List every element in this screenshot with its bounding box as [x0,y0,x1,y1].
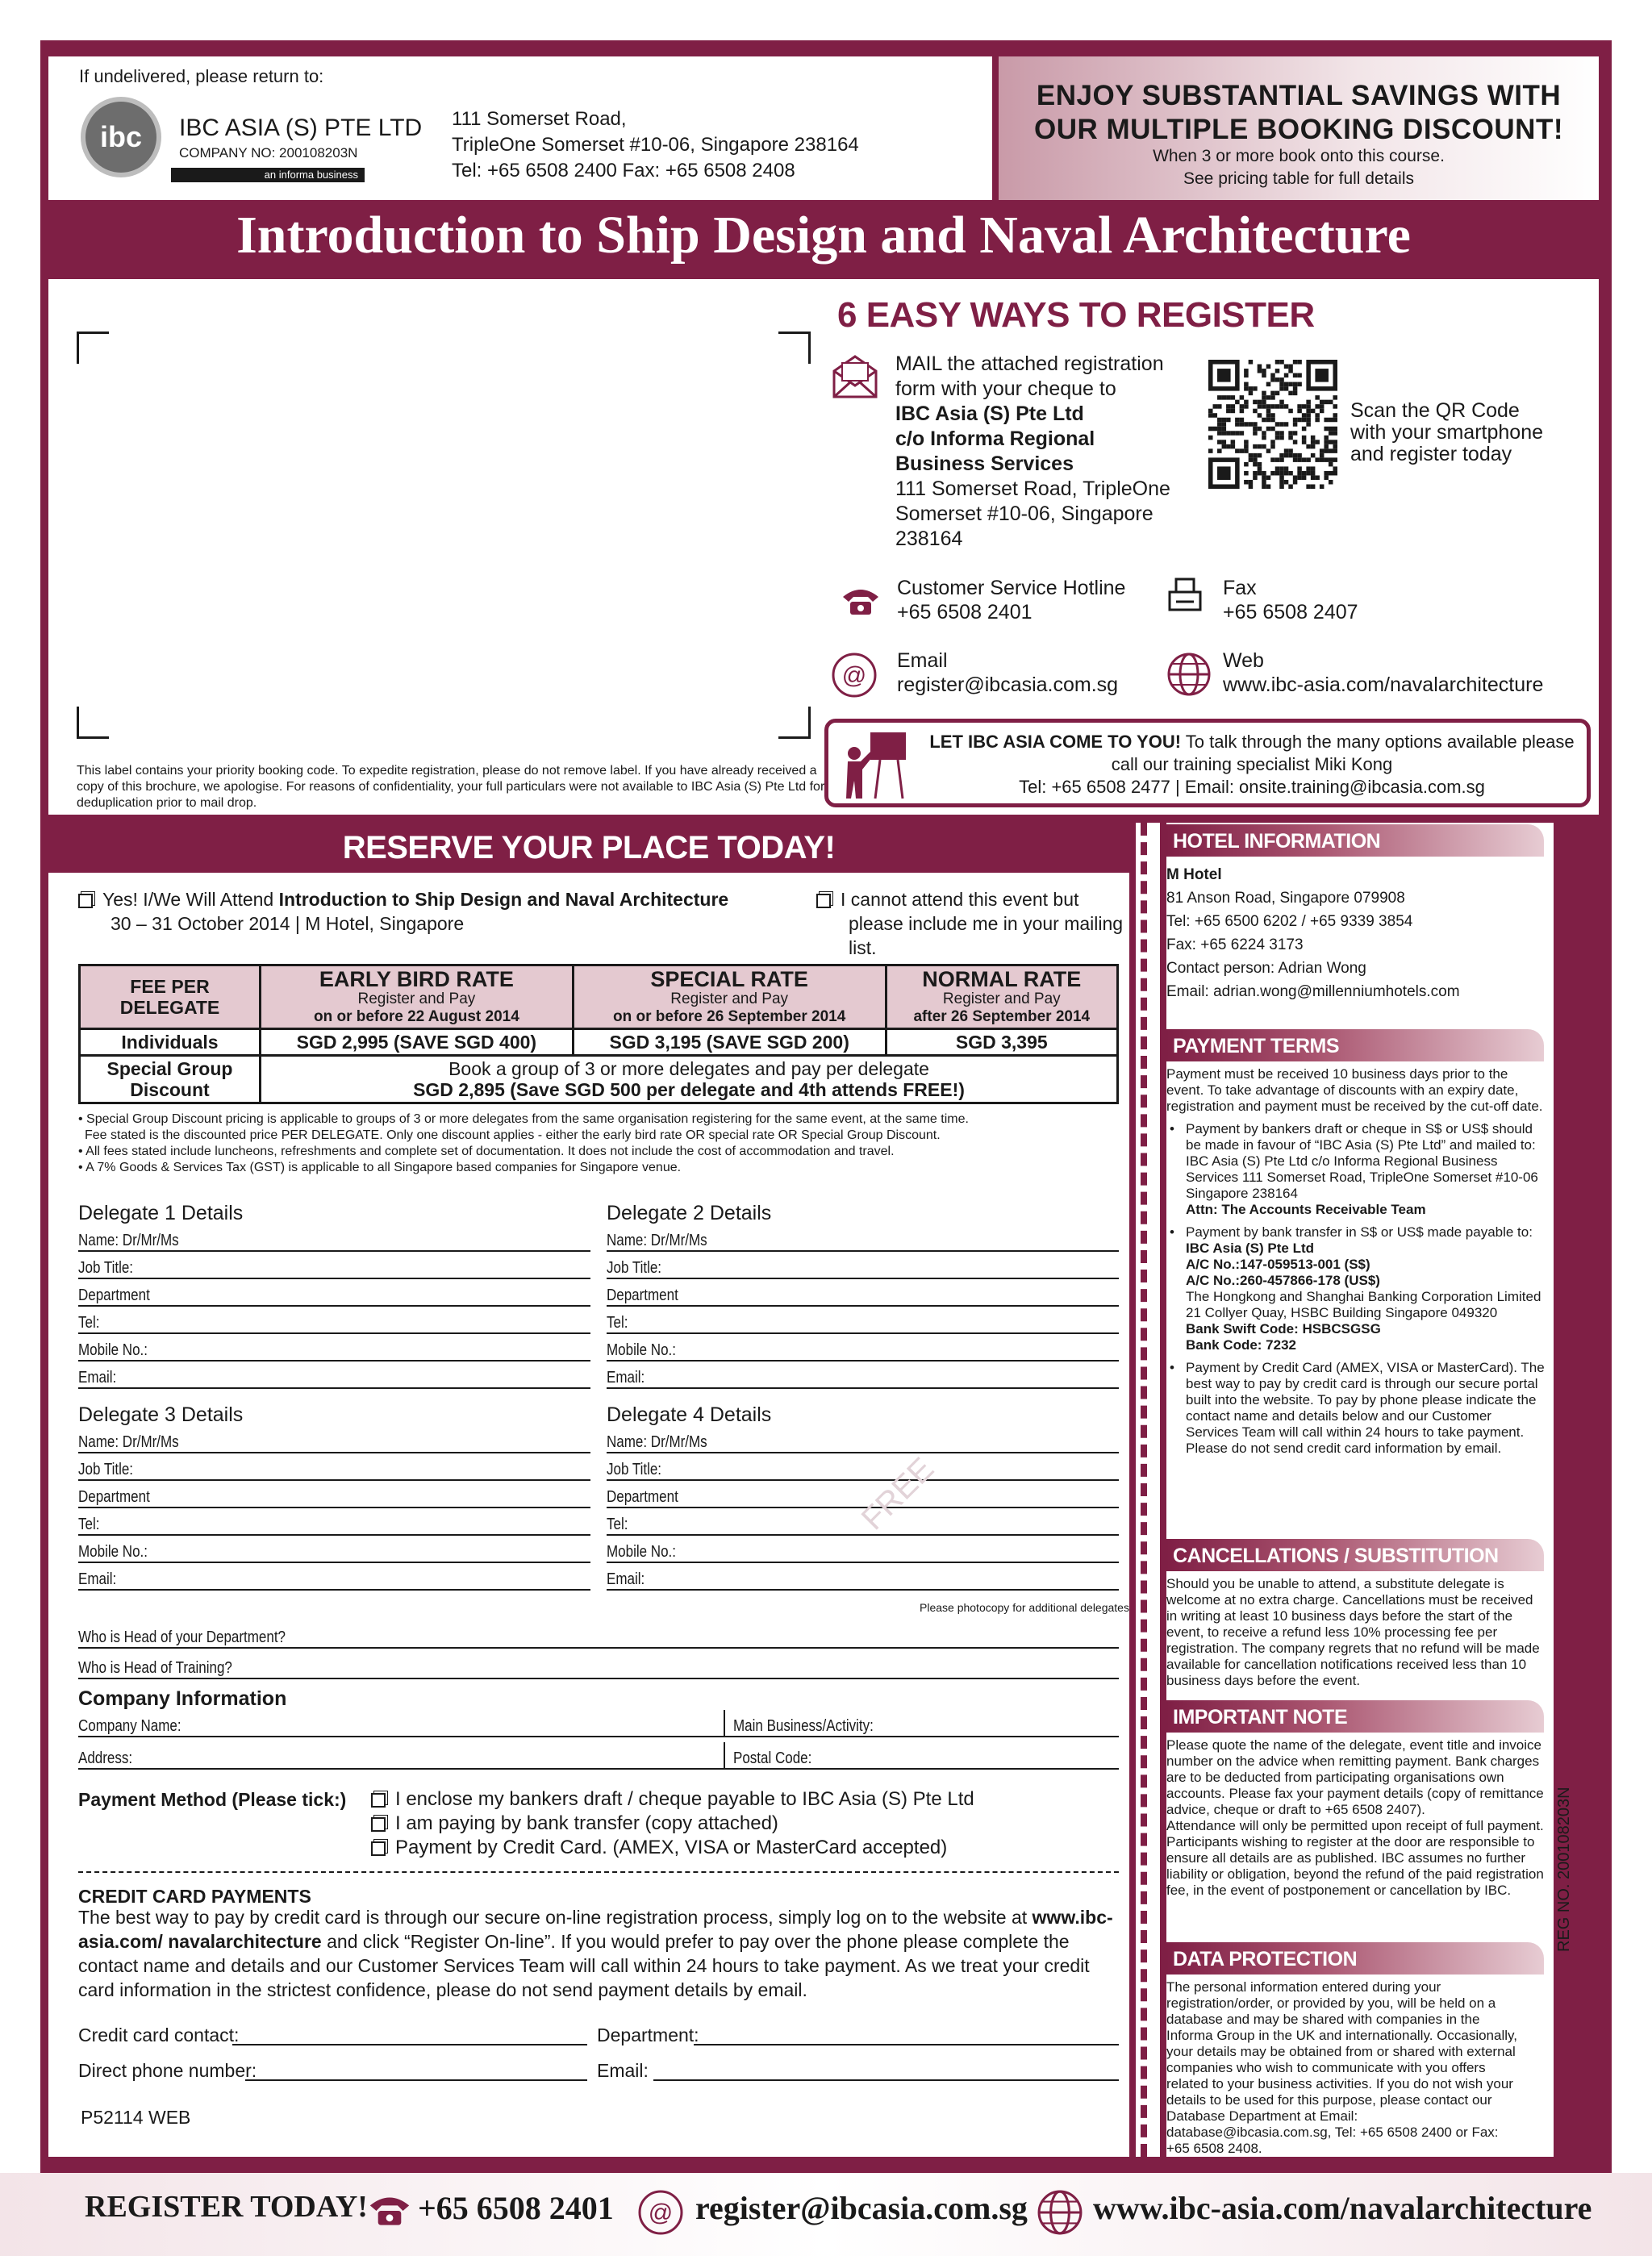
payment-method-label: Payment Method (Please tick:) [78,1789,347,1810]
payment-checkbox[interactable] [371,1817,386,1832]
delegate-2-field[interactable] [607,1307,1119,1334]
fax-number[interactable]: +65 6508 2407 [1223,601,1358,623]
field-label: Job Title: [607,1461,662,1478]
delegate-1-field[interactable] [78,1279,590,1307]
footer-phone[interactable]: +65 6508 2401 [418,2190,614,2226]
payment-card-text: Payment by Credit Card (AMEX, VISA or MasterCard). The best way to pay by credit card is through our secure portal built into the website. To pay by phone please indicate the contact name and details below and our Customer Services Team will call within 24 hours to take payment. Please do not send credit card information by email. [1186,1360,1545,1456]
mail-address: 111 Somerset Road, TripleOne Somerset #10-06, Singapore 238164 [895,477,1170,550]
field-label: Company Name: [78,1717,181,1735]
rate-name: SPECIAL RATE [650,967,808,991]
label-corner [778,707,811,739]
savings-subtitle [999,145,1599,190]
return-label: If undelivered, please return to: [79,66,324,86]
savings-title [999,79,1599,147]
company-number: COMPANY NO: 200108203N [179,145,358,161]
mail-icon [831,353,879,400]
group-label: Special Group Discount [80,1056,261,1103]
globe-icon [1166,652,1212,697]
sidebar-gap [1136,823,1160,2157]
come-to-you-contact: Tel: +65 6508 2477 | Email: onsite.training@ibcasia.com.sg [1019,777,1485,797]
email-link[interactable]: register@ibcasia.com.sg [897,673,1119,696]
field-label: Email: [78,1570,117,1588]
hotel-name: M Hotel [1166,866,1222,883]
footer-web[interactable]: www.ibc-asia.com/navalarchitecture [1093,2190,1592,2226]
field-label: Main Business/Activity: [733,1717,874,1735]
delegate-3-field[interactable] [78,1563,590,1591]
card-contact-field[interactable] [232,2044,587,2045]
address-line: Tel: +65 6508 2400 Fax: +65 6508 2408 [452,160,795,181]
web-label: Web [1223,649,1264,672]
email-label: Email [897,649,948,672]
reserve-banner: RESERVE YOUR PLACE TODAY! [48,823,1129,873]
direct-phone-label: Direct phone number: [78,2060,257,2081]
delegate-1-field[interactable] [78,1224,590,1252]
registration-number: REG NO. 200108203N [1555,1787,1573,1952]
hotel-line: Contact person: Adrian Wong [1166,960,1366,977]
qr-text: Scan the QR Code with your smartphone and register today [1350,399,1544,465]
field-label: Tel: [607,1516,628,1533]
phone-icon [367,2193,412,2229]
register-ways-title: 6 EASY WAYS TO REGISTER [837,295,1315,335]
individual-price: SGD 2,995 (SAVE SGD 400) [261,1029,574,1056]
free-watermark: FREE [854,1450,941,1537]
field-label: Email: [607,1570,645,1588]
label-note: This label contains your priority booking code. To expedite registration, please do not remove label. If you have already received a copy of this brochure, we apologise. For reasons of confidentiality, your full particulars were not available to IBC Asia (S) Pte Ltd for deduplication prior to mail drop. [77,764,825,810]
delegate-4-field[interactable] [607,1426,1119,1453]
payment-attn: Attn: The Accounts Receivable Team [1186,1202,1426,1217]
savings-panel [999,56,1599,200]
register-today: REGISTER TODAY! [85,2190,368,2224]
mailing-list-line: I cannot attend this event but [841,889,1079,910]
field-label: Name: Dr/Mr/Ms [78,1433,179,1451]
payment-bank-account: IBC Asia (S) Pte Ltd A/C No.:147-059513-001 (S$) A/C No.:260-457866-178 (US$) [1186,1241,1380,1288]
field-label: Email: [607,1369,645,1387]
fee-note: • Special Group Discount pricing is applicable to groups of 3 or more delegates from the same organisation registering for the same event, at the same time. [78,1112,969,1126]
rate-deadline: on or before 26 September 2014 [613,1008,846,1025]
delegate-3-field[interactable] [78,1426,590,1453]
field-label: Who is Head of your Department? [78,1628,286,1646]
field-label: Name: Dr/Mr/Ms [78,1232,179,1249]
fee-per-delegate-header: FEE PER DELEGATE [80,965,261,1029]
delegate-4-title: Delegate 4 Details [607,1403,772,1426]
come-to-you-text [925,731,1579,799]
mail-line: MAIL the attached registration [895,352,1164,375]
payment-terms [1166,1066,1547,1457]
fee-note: • All fees stated include luncheons, refreshments and complete set of documentation. It does not include the cost of accommodation and travel. [78,1145,895,1158]
field-label: Job Title: [78,1259,134,1277]
field-label: Tel: [78,1516,100,1533]
hotel-email[interactable]: Email: adrian.wong@millenniumhotels.com [1166,983,1460,1000]
hotel-line: Fax: +65 6224 3173 [1166,936,1304,953]
hotel-line: 81 Anson Road, Singapore 079908 [1166,890,1405,907]
divider [78,1871,1119,1873]
important-note-header: IMPORTANT NOTE [1166,1700,1544,1733]
mail-instructions [895,352,1186,552]
return-address-panel [48,56,992,200]
field-label: Who is Head of Training? [78,1659,232,1677]
field-label: Mobile No.: [607,1341,676,1359]
registration-form [48,823,1129,2157]
card-department-label: Department: [597,2025,699,2045]
field-label: Mobile No.: [78,1543,148,1561]
hotel-line: Tel: +65 6500 6202 / +65 9339 3854 [1166,913,1413,930]
credit-card-title: CREDIT CARD PAYMENTS [78,1886,311,1907]
card-department-field[interactable] [694,2044,1119,2045]
address-field[interactable] [78,1742,724,1770]
important-note-text: Attendance will only be permitted upon receipt of full payment. Participants wishing to register at the door are responsible to ensure all details are as published. IBC assumes no further liability or obligation, beyond the refund of the paid registration fee, in the event of postponement or cancellation by IBC. [1166,1818,1544,1898]
group-offer-line: Book a group of 3 or more delegates and pay per delegate [448,1058,929,1079]
attend-option [78,887,728,936]
field-label: Postal Code: [733,1749,812,1767]
card-email-field[interactable] [653,2079,1119,2081]
label-corner [778,332,811,364]
credit-text: and click “Register On-line”. If you would prefer to pay over the phone please complete the contact name and details and our Customer Services Team will call within 24 hours to take payment. As we treat your credit card information in the strictest confidence, please do not send payment details by email. [78,1931,1090,2000]
course-title: Introduction to Ship Design and Naval Architecture [236,206,1411,265]
delegate-3-field[interactable] [78,1536,590,1563]
come-to-you-body: To talk through the many options available please call our training specialist Miki Kong [1111,732,1575,774]
delegate-1-field[interactable] [78,1252,590,1279]
payment-checkbox[interactable] [371,1793,386,1808]
footer-bar [0,2173,1652,2256]
fax [1223,576,1358,624]
mail-line: form with your cheque to [895,377,1116,400]
postal-code-field[interactable] [724,1742,1119,1770]
delegate-1-field[interactable] [78,1334,590,1362]
hotline-number[interactable]: +65 6508 2401 [897,601,1032,623]
payment-bank-intro: Payment by bank transfer in S$ or US$ made payable to: [1186,1224,1533,1240]
individual-price: SGD 3,395 [886,1029,1117,1056]
mail-department: c/o Informa Regional Business Services [895,427,1095,475]
priority-code: P52114 WEB [81,2107,191,2128]
rate-header [886,965,1117,1029]
come-to-you-box [824,719,1591,807]
attend-course: Introduction to Ship Design and Naval Architecture [278,889,729,910]
email-icon [831,652,878,698]
delegate-1-field[interactable] [78,1362,590,1389]
field-label: Department [607,1286,678,1304]
return-address [452,106,859,184]
credit-card-text [78,1905,1119,2002]
field-label: Tel: [78,1314,100,1332]
hotel-info [1166,863,1547,1003]
attend-checkbox[interactable] [78,894,93,908]
savings-sub-line: See pricing table for full details [1183,169,1414,188]
come-to-you-headline: LET IBC ASIA COME TO YOU! [929,732,1182,752]
delegate-2-field[interactable] [607,1224,1119,1252]
group-row [80,1056,1118,1103]
field-label: Email: [78,1369,117,1387]
data-protection-text: The personal information entered during your registration/order, or provided by you, will be held on a database and may be shared with companies in the Informa Group in the UK and internationally. Occasionally, your details may be obtained from or shared with external companies who wish to communicate with you offers related to your business activities. If you do not wish your details to be used for this purpose, please contact our Database Department at Email: database@ibcasia.com.sg, Tel: +65 6508 2400 or Fax: +65 6508 2408. [1166,1979,1517,2156]
delegate-2-field[interactable] [607,1252,1119,1279]
group-offer [261,1056,1118,1103]
qr-code[interactable] [1208,360,1337,489]
rate-sub: Register and Pay [357,990,476,1007]
individual-price: SGD 3,195 (SAVE SGD 200) [573,1029,886,1056]
savings-title-line: ENJOY SUBSTANTIAL SAVINGS WITH [1036,80,1562,111]
field-label: Department [78,1286,150,1304]
email-contact [897,648,1118,697]
mailing-list-option [816,887,1129,960]
delegate-1-title: Delegate 1 Details [78,1202,244,1224]
field-label: Tel: [607,1314,628,1332]
rate-header [261,965,574,1029]
field-label: Mobile No.: [78,1341,148,1359]
payment-options [371,1787,974,1860]
fee-table [78,964,1119,1104]
delegate-3-title: Delegate 3 Details [78,1403,244,1426]
company-info-title: Company Information [78,1687,287,1710]
savings-sub-line: When 3 or more book onto this course. [1153,147,1445,165]
delegate-1-field[interactable] [78,1307,590,1334]
fee-header-row [80,965,1118,1029]
head-of-training-field[interactable] [78,1652,1119,1679]
rate-sub: Register and Pay [942,990,1061,1007]
head-of-department-field[interactable] [78,1621,1119,1649]
payment-draft-text: Payment by bankers draft or cheque in S$ or US$ should be made in favour of “IBC Asia (S) Pte Ltd” and mailed to: IBC Asia (S) Pte Ltd c/o Informa Regional Business Services 111 Somerset Road, TripleOne Somerset #10-06 Singapore 238164 [1186,1121,1538,1201]
payment-terms-header: PAYMENT TERMS [1166,1029,1544,1061]
attend-dates: 30 – 31 October 2014 | M Hotel, Singapore [111,913,465,934]
group-offer-price: SGD 2,895 (Save SGD 500 per delegate and 4th attends FREE!) [413,1079,965,1100]
fax-icon [1168,578,1202,616]
delegate-2-field[interactable] [607,1362,1119,1389]
rate-sub: Register and Pay [670,990,789,1007]
direct-phone-field[interactable] [245,2079,587,2081]
mail-company: IBC Asia (S) Pte Ltd [895,402,1084,425]
savings-title-line: OUR MULTIPLE BOOKING DISCOUNT! [1034,114,1563,145]
payment-option-label: I enclose my bankers draft / cheque payable to IBC Asia (S) Pte Ltd [395,1788,974,1810]
info-sidebar [1166,823,1554,2157]
fax-label: Fax [1223,577,1257,599]
card-contact-label: Credit card contact: [78,2025,240,2045]
data-protection-header: DATA PROTECTION [1166,1942,1544,1975]
delegate-3-field[interactable] [78,1453,590,1481]
delegate-2-title: Delegate 2 Details [607,1202,772,1224]
payment-card: • Payment by Credit Card (AMEX, VISA or MasterCard). The best way to pay by credit card is through our secure portal built into the website. To pay by phone please indicate the contact name and details below and our Customer Services Team will call within 24 hours to take payment. Please do not send credit card information by email. [1170,1360,1545,1456]
field-label: Job Title: [607,1259,662,1277]
hotline-label: Customer Service Hotline [897,577,1126,599]
hotel-info-header: HOTEL INFORMATION [1166,824,1544,857]
delegate-3-field[interactable] [78,1508,590,1536]
payment-draft: • Payment by bankers draft or cheque in S$ or US$ should be made in favour of “IBC Asia (S) Pte Ltd” and mailed to: IBC Asia (S) Pte Ltd c/o Informa Regional Business Services 111 Somerset Road, TripleOne Somerset #10-06 Singapore 238164 Attn: The Accounts Receivable Team [1166,1121,1547,1218]
card-email-label: Email: [597,2060,649,2081]
company-name-field[interactable] [78,1710,724,1737]
rate-header [573,965,886,1029]
payment-intro: Payment must be received 10 business days prior to the event. To take advantage of discounts with an expiry date, registration and payment must be received by the cut-off date. [1166,1066,1543,1114]
mailing-list-line: please include me in your mailing list. [849,913,1124,958]
svg-text:@: @ [648,2200,674,2226]
rate-deadline: on or before 22 August 2014 [313,1008,519,1025]
phone-icon [841,586,881,618]
field-label: Name: Dr/Mr/Ms [607,1433,707,1451]
payment-bank-address: The Hongkong and Shanghai Banking Corporation Limited 21 Collyer Quay, HSBC Building Singapore 049320 [1186,1289,1541,1320]
credit-link[interactable]: www.ibc-asia.com/ navalarchitecture [78,1907,1113,1952]
field-label: Department [607,1488,678,1506]
delegate-3-field[interactable] [78,1481,590,1508]
fee-notes [78,1111,1119,1176]
field-label: Mobile No.: [607,1543,676,1561]
payment-option-label: I am paying by bank transfer (copy attached) [395,1812,778,1834]
business-activity-field[interactable] [724,1710,1119,1737]
cut-line [1141,823,1147,2157]
delegate-4-field[interactable] [607,1563,1119,1591]
rate-deadline: after 26 September 2014 [913,1008,1091,1025]
photocopy-note: Please photocopy for additional delegates [920,1601,1129,1614]
hotline [897,576,1125,624]
important-note-text: Please quote the name of the delegate, event title and invoice number on the advice when remitting payment. Bank charges are to be deducted from participating organisations own accounts. Please fax your payment details (copy of remittance advice, cheque or draft to +65 6508 2407). [1166,1737,1544,1817]
delegate-4-field[interactable] [607,1453,1119,1481]
delegate-4-field[interactable] [607,1536,1119,1563]
mailing-list-checkbox[interactable] [816,894,831,908]
individuals-label: Individuals [80,1029,261,1056]
individuals-row [80,1029,1118,1056]
globe-icon [1037,2189,1083,2236]
payment-bank-codes: Bank Swift Code: HSBCSGSG Bank Code: 7232 [1186,1321,1381,1353]
field-label: Department [78,1488,150,1506]
fee-note: Fee stated is the discounted price PER DELEGATE. Only one discount applies - either the early bird rate OR special rate OR Special Group Discount. [85,1128,941,1142]
address-line: TripleOne Somerset #10-06, Singapore 238164 [452,134,859,156]
attend-prefix: Yes! I/We Will Attend [102,889,279,910]
delegate-2-field[interactable] [607,1279,1119,1307]
label-corner [77,707,109,739]
payment-option[interactable] [371,1836,974,1860]
web-contact [1223,648,1543,697]
company-name: IBC ASIA (S) PTE LTD [179,115,423,141]
field-label: Job Title: [78,1461,134,1478]
cancellations-text: Should you be unable to attend, a substitute delegate is welcome at no extra charge. Cancellations must be received in writing at least 10 business days before the start of the event, to receive a refund less 10% processing fee per registration. The company regrets that no refund will be made available for cancellation notifications received less than 10 business days before the event. [1166,1576,1540,1688]
trainer-icon [840,729,912,802]
web-link[interactable]: www.ibc-asia.com/navalarchitecture [1223,673,1544,696]
payment-option[interactable] [371,1787,974,1812]
cancellations-header: CANCELLATIONS / SUBSTITUTION [1166,1539,1544,1571]
payment-option-label: Payment by Credit Card. (AMEX, VISA or MasterCard accepted) [395,1837,948,1858]
rate-name: NORMAL RATE [922,967,1082,991]
informa-tag: an informa business [171,168,365,182]
email-icon [637,2189,684,2236]
svg-text:@: @ [841,662,867,689]
label-corner [77,332,109,364]
payment-option[interactable] [371,1812,974,1836]
payment-bank: • Payment by bank transfer in S$ or US$ made payable to: IBC Asia (S) Pte Ltd A/C No.:147-059513-001 (S$) A/C No.:260-457866-178 (US$) The Hongkong and Shanghai Banking Corporation Limited 21 Collyer Quay, HSBC Building Singapore 049320 Bank Swift Code: HSBCSGSG Bank Code: 7232 [1166,1224,1547,1353]
ibc-logo: ibc [81,97,161,177]
payment-checkbox[interactable] [371,1841,386,1856]
credit-text: The best way to pay by credit card is through our secure on-line registration process, simply log on to the website at [78,1907,1032,1928]
important-note [1166,1737,1547,1899]
fee-note: • A 7% Goods & Services Tax (GST) is applicable to all Singapore based companies for Singapore venue. [78,1161,682,1174]
field-label: Name: Dr/Mr/Ms [607,1232,707,1249]
footer-email[interactable]: register@ibcasia.com.sg [695,2190,1028,2226]
field-label: Address: [78,1749,133,1767]
top-section [48,279,1599,815]
address-line: 111 Somerset Road, [452,108,627,130]
rate-name: EARLY BIRD RATE [319,967,514,991]
delegate-2-field[interactable] [607,1334,1119,1362]
